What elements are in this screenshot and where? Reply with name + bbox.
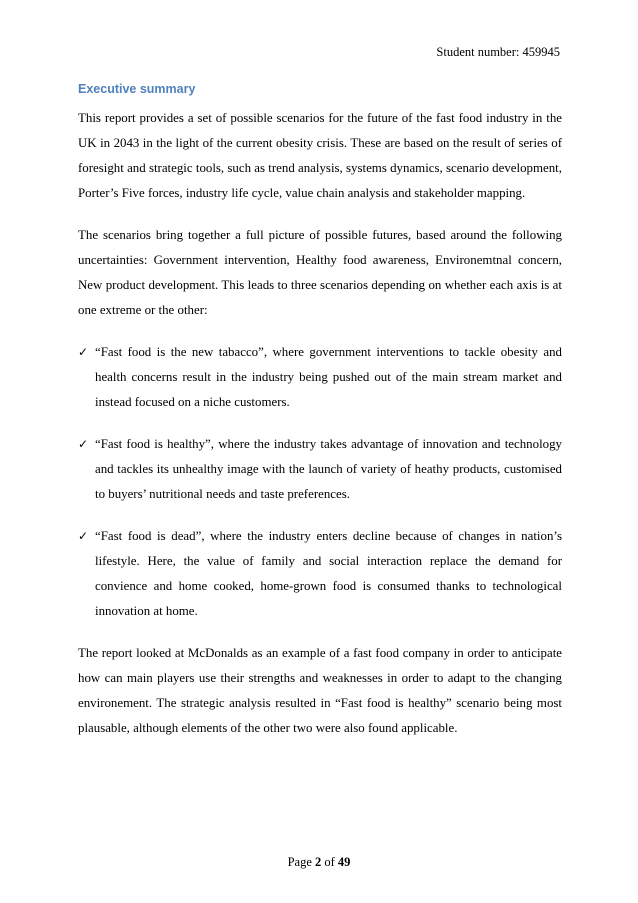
page-label: Page bbox=[287, 855, 312, 869]
list-item bbox=[78, 524, 562, 624]
of-label: of bbox=[324, 855, 335, 869]
scenario-text: “Fast food is dead”, where the industry enters decline because of changes in nation’s lifestyle. Here, the value of family and social interaction replace the demand for convience and home cooked, home-grown food is consumed thanks to technological innovation at home. bbox=[95, 529, 562, 618]
scenario-text: “Fast food is healthy”, where the industry takes advantage of innovation and technology and tackles its unhealthy image with the launch of variety of heathy products, customised to buyers’ nutritional needs and taste preferences. bbox=[95, 437, 562, 501]
checkmark-icon: ✓ bbox=[78, 437, 89, 451]
scenario-text: “Fast food is the new tabacco”, where government interventions to tackle obesity and health concerns result in the industry being pushed out of the main stream market and instead focused on a niche customers. bbox=[95, 345, 562, 409]
uncertainties-paragraph: The scenarios bring together a full picture of possible futures, based around the following uncertainties: Government intervention, Healthy food awareness, Environemtnal concern, New product development. This leads to three scenarios depending on whether each axis is at one extreme or the other: bbox=[78, 228, 562, 317]
closing-paragraph: The report looked at McDonalds as an example of a fast food company in order to anticipate how can main players use their strengths and weaknesses in order to adapt to the changing environement. The strategic analysis resulted in “Fast food is healthy” scenario being most plausable, although elements of the other two were also found applicable. bbox=[78, 646, 562, 735]
student-number: Student number: 459945 bbox=[436, 45, 560, 59]
checkmark-icon: ✓ bbox=[78, 529, 89, 543]
body-text bbox=[78, 106, 562, 758]
list-item bbox=[78, 340, 562, 415]
page-total: 49 bbox=[337, 855, 351, 869]
list-item bbox=[78, 432, 562, 507]
page-footer bbox=[0, 855, 638, 870]
checkmark-icon: ✓ bbox=[78, 345, 89, 359]
section-heading: Executive summary bbox=[78, 82, 196, 96]
intro-paragraph: This report provides a set of possible scenarios for the future of the fast food industry in the UK in 2043 in the light of the current obesity crisis. These are based on the result of series of foresight and strategic tools, such as trend analysis, systems dynamics, scenario development, Porter’s Five forces, industry life cycle, value chain analysis and stakeholder mapping. bbox=[78, 111, 562, 200]
scenario-list bbox=[78, 340, 562, 624]
page-current: 2 bbox=[315, 855, 322, 869]
